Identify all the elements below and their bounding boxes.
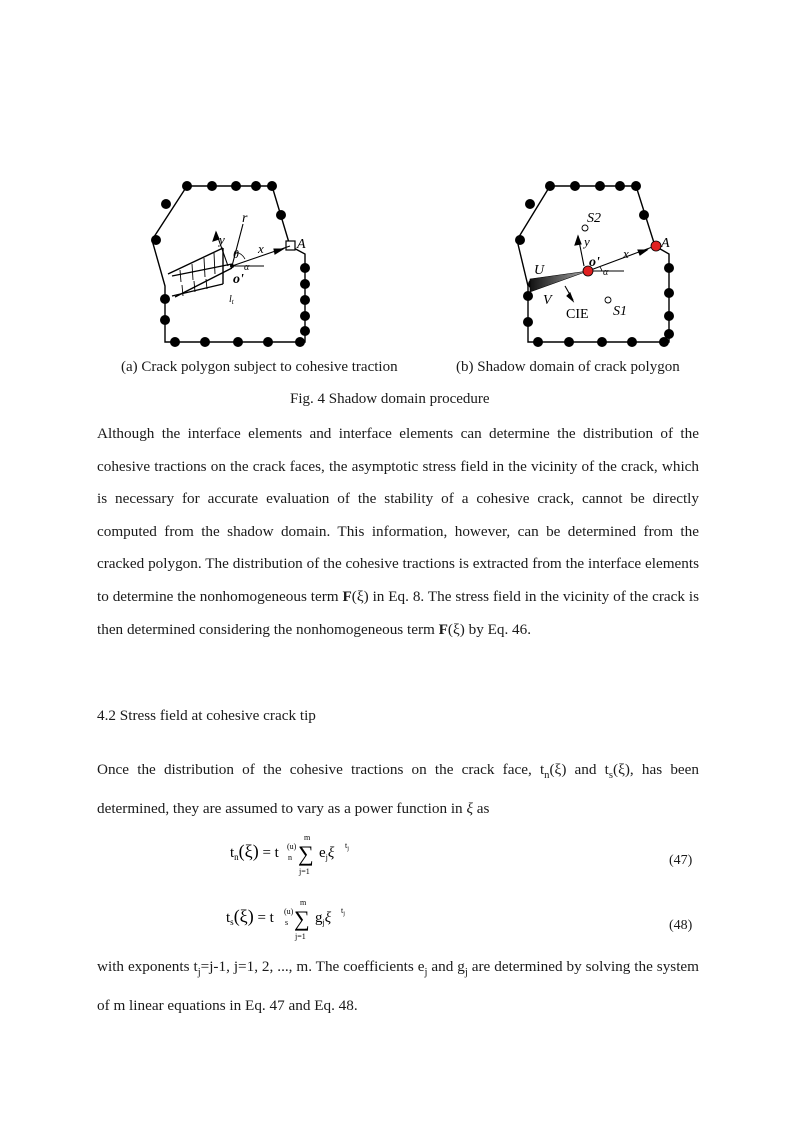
- equation-47-number: (47): [669, 853, 693, 868]
- paragraph-2: Once the distribution of the cohesive tractions on the crack face, $t_n(\xi)$ and $t_s(\xi)$, has been determined, they are assumed to vary as a power function in ξ as: [97, 761, 699, 817]
- svg-text:m: m: [300, 898, 307, 907]
- svg-text:(u): (u): [287, 842, 297, 851]
- label-U: U: [534, 263, 545, 278]
- axes-b: [565, 236, 655, 301]
- label-x-b: x: [623, 246, 629, 261]
- svg-text:s: s: [285, 918, 289, 927]
- svg-text:j=1: j=1: [295, 932, 306, 941]
- caption-a: (a) Crack polygon subject to cohesive traction: [121, 359, 398, 375]
- label-y-a: y: [219, 232, 225, 247]
- label-o-a: o': [233, 272, 244, 287]
- svg-text:j=1: j=1: [299, 867, 310, 876]
- label-CIE: CIE: [566, 307, 589, 322]
- figure-b-shadow-domain: [508, 175, 688, 355]
- svg-text:gjξ: $g_j\xi$: [315, 910, 332, 927]
- equation-47: [230, 830, 390, 885]
- paragraph-1: Although the interface elements and interface elements can determine the distribution of the cohesive tractions on the crack faces, the asymptotic stress field in the vicinity of the crack, which is necessary for accurate evaluation of the stability of a cohesive crack, cannot be directly computed from the shadow domain. This information, however, can be determined from the cracked polygon. The distribution of the cohesive tractions is extracted from the interface elements to determine the nonhomogeneous term F(ξ) in Eq. 8. The stress field in the vicinity of the crack is then determined considering the nonhomogeneous term F(ξ) by Eq. 46.: [97, 425, 699, 638]
- label-alpha-a: α: [244, 262, 250, 273]
- equation-48-number: (48): [669, 918, 693, 933]
- svg-text:n: n: [288, 853, 292, 862]
- node-A-b: [651, 241, 661, 251]
- label-theta: θ: [233, 247, 239, 261]
- section-heading: 4.2 Stress field at cohesive crack tip: [97, 707, 316, 724]
- svg-text:(u): (u): [284, 907, 294, 916]
- caption-b: (b) Shadow domain of crack polygon: [456, 359, 680, 375]
- label-y-b: y: [584, 234, 590, 249]
- label-x-a: x: [258, 241, 264, 256]
- label-A-a: A: [297, 237, 306, 252]
- label-V: V: [543, 293, 552, 308]
- svg-text:∑: ∑: [294, 906, 310, 931]
- crack-faces-a: [168, 248, 232, 297]
- paragraph-3: with exponents $t_j=j-1$, j=1, 2, ..., m. The coefficients $e_j$ and $g_j$ are determined by solving the system of m linear equations in Eq. 47 and Eq. 48.: [97, 958, 699, 1014]
- label-r: r: [242, 211, 248, 226]
- alpha-arc-b: [600, 267, 602, 271]
- equation-48: [226, 895, 386, 950]
- label-o-b: o': [589, 255, 600, 270]
- svg-text:m: m: [304, 833, 311, 842]
- label-lt: $l_t$: [229, 294, 234, 306]
- svg-text:ts(ξ) = t: $t_s(\xi) = t$: [226, 906, 274, 927]
- svg-text:tj: $t_j$: [341, 906, 345, 917]
- svg-text:tn(ξ) = t: $t_n(\xi) = t$: [230, 841, 279, 862]
- equation-48-svg: [226, 895, 386, 945]
- svg-text:∑: ∑: [298, 841, 314, 866]
- figure-title: Fig. 4 Shadow domain procedure: [290, 391, 490, 407]
- point-S1: [605, 297, 611, 303]
- node-A-square-a: [286, 241, 295, 250]
- label-S1: S1: [613, 304, 627, 319]
- svg-text:tj: $t_j$: [345, 841, 349, 852]
- figure-a-crack-polygon: [140, 175, 320, 355]
- label-S2: S2: [587, 211, 601, 226]
- label-A-b: A: [661, 236, 670, 251]
- svg-text:ejξ: $e_j\xi$: [319, 845, 335, 862]
- label-alpha-b: α: [603, 267, 609, 278]
- equation-47-svg: [230, 830, 390, 880]
